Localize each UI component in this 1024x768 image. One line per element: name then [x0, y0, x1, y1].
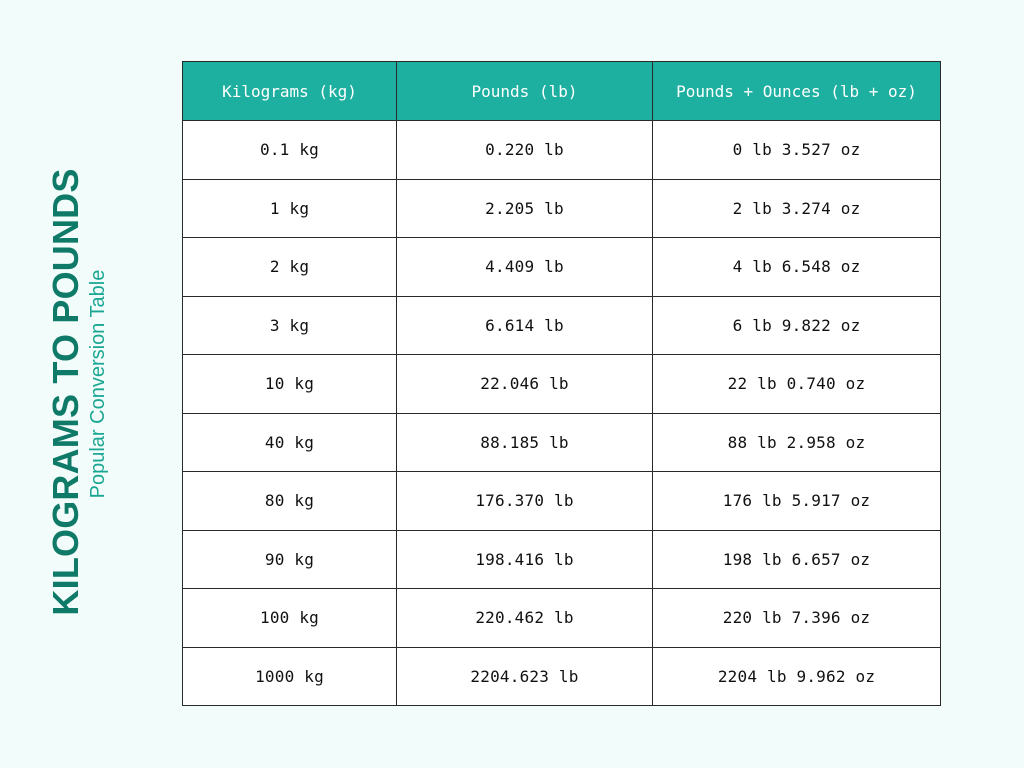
table-row	[183, 238, 941, 297]
header-pounds-ounces: Pounds + Ounces (lb + oz)	[653, 62, 941, 121]
header-pounds: Pounds (lb)	[397, 62, 653, 121]
cell-pounds: 198.416 lb	[397, 530, 653, 589]
cell-pounds: 4.409 lb	[397, 238, 653, 297]
cell-pounds: 176.370 lb	[397, 472, 653, 531]
cell-kilograms: 3 kg	[183, 296, 397, 355]
cell-pounds: 2204.623 lb	[397, 647, 653, 706]
cell-kilograms: 10 kg	[183, 355, 397, 414]
cell-pounds: 6.614 lb	[397, 296, 653, 355]
page-title: KILOGRAMS TO POUNDS	[45, 168, 86, 616]
cell-pounds: 22.046 lb	[397, 355, 653, 414]
cell-kilograms: 0.1 kg	[183, 121, 397, 180]
cell-kilograms: 40 kg	[183, 413, 397, 472]
table-row	[183, 179, 941, 238]
cell-pounds-ounces: 6 lb 9.822 oz	[653, 296, 941, 355]
table-row	[183, 647, 941, 706]
cell-kilograms: 90 kg	[183, 530, 397, 589]
page-subtitle: Popular Conversion Table	[87, 269, 109, 499]
cell-kilograms: 80 kg	[183, 472, 397, 531]
cell-pounds-ounces: 198 lb 6.657 oz	[653, 530, 941, 589]
cell-kilograms: 1 kg	[183, 179, 397, 238]
table-row	[183, 413, 941, 472]
table-row	[183, 530, 941, 589]
cell-pounds: 0.220 lb	[397, 121, 653, 180]
cell-kilograms: 2 kg	[183, 238, 397, 297]
table-row	[183, 296, 941, 355]
table-row	[183, 472, 941, 531]
table-row	[183, 355, 941, 414]
cell-pounds-ounces: 22 lb 0.740 oz	[653, 355, 941, 414]
cell-pounds-ounces: 176 lb 5.917 oz	[653, 472, 941, 531]
cell-pounds-ounces: 4 lb 6.548 oz	[653, 238, 941, 297]
cell-pounds: 88.185 lb	[397, 413, 653, 472]
cell-kilograms: 100 kg	[183, 589, 397, 648]
cell-pounds: 2.205 lb	[397, 179, 653, 238]
cell-pounds-ounces: 220 lb 7.396 oz	[653, 589, 941, 648]
cell-pounds-ounces: 0 lb 3.527 oz	[653, 121, 941, 180]
cell-pounds-ounces: 88 lb 2.958 oz	[653, 413, 941, 472]
conversion-table-container	[182, 61, 940, 706]
cell-pounds: 220.462 lb	[397, 589, 653, 648]
table-row	[183, 589, 941, 648]
conversion-table	[182, 61, 941, 706]
cell-kilograms: 1000 kg	[183, 647, 397, 706]
cell-pounds-ounces: 2 lb 3.274 oz	[653, 179, 941, 238]
header-kilograms: Kilograms (kg)	[183, 62, 397, 121]
table-row	[183, 121, 941, 180]
table-header-row	[183, 62, 941, 121]
cell-pounds-ounces: 2204 lb 9.962 oz	[653, 647, 941, 706]
